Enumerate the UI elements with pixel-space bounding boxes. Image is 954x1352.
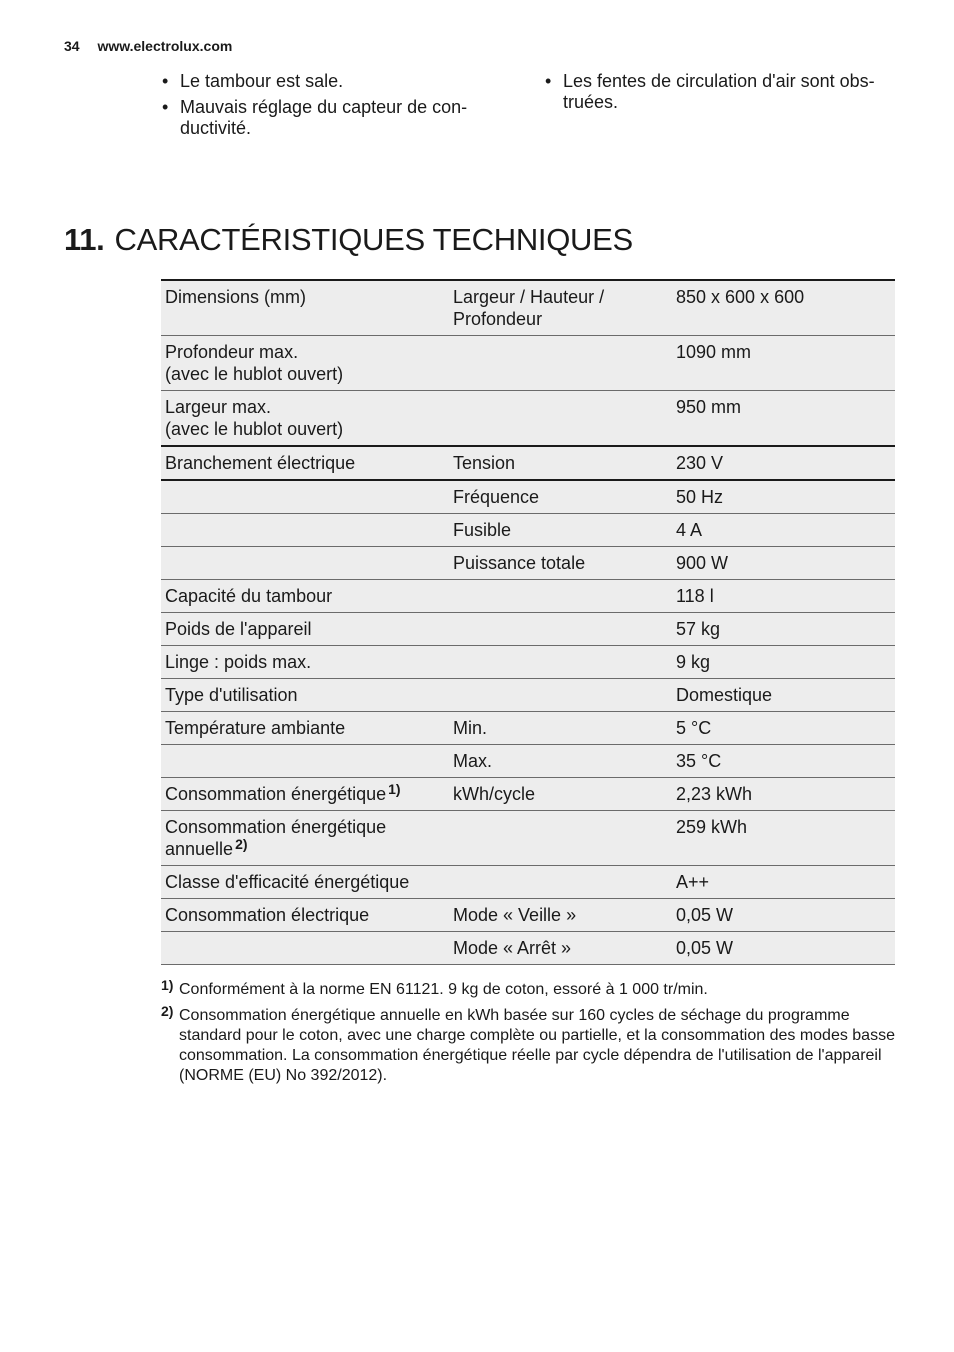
spec-sub-cell [449,613,672,646]
spec-sub-cell [449,679,672,712]
spec-label: Consommation électrique [165,905,370,925]
spec-value-cell [672,446,895,480]
bullet-icon: • [162,97,169,117]
spec-label-cell [161,811,449,866]
spec-sub-cell [449,811,672,866]
spec-label-cell [161,613,449,646]
table-row [161,866,895,899]
spec-label-cell [161,280,449,336]
spec-value: 0,05 W [676,938,734,958]
list-item [545,71,897,113]
spec-value-cell [672,580,895,613]
spec-label-cell [161,514,449,547]
spec-label: Température ambiante [165,718,346,738]
table-row [161,712,895,745]
spec-value-cell [672,866,895,899]
spec-value-cell [672,679,895,712]
section-title: CARACTÉRISTIQUES TECHNIQUES [114,222,633,257]
spec-sub-cell [449,646,672,679]
spec-value: 50 Hz [676,487,724,507]
footnote-text: Consommation énergétique annuelle en kWh basée sur 160 cycles de séchage du programme standard pour le coton, avec une charge complète ou partielle, et la consommation des modes basse consommation. La consommation énergétique réelle par cycle dépendra de l'utilisation de l'appareil (NORME (EU) No 392/2012). [179,1007,895,1084]
spec-sub-cell [449,547,672,580]
spec-sub-cell [449,778,672,811]
spec-sub-cell [449,514,672,547]
spec-sub-cell [449,280,672,336]
spec-label: Linge : poids max. [165,652,312,672]
spec-value-cell [672,712,895,745]
spec-label-cell [161,745,449,778]
spec-value-cell [672,613,895,646]
spec-label: Consommation énergétique annuelle [165,817,387,859]
spec-sub-cell [449,712,672,745]
spec-sub-cell [449,391,672,447]
spec-label: Type d'utilisation [165,685,298,705]
spec-sub-cell [449,866,672,899]
spec-sub: Tension [453,453,516,473]
footnote [161,1003,895,1086]
spec-sub: kWh/cycle [453,784,536,804]
spec-value-cell [672,391,895,447]
spec-value-cell [672,899,895,932]
table-row [161,580,895,613]
footnote-text: Conformément à la norme EN 61121. 9 kg de coton, essoré à 1 000 tr/min. [179,981,708,998]
spec-label-cell [161,932,449,965]
spec-value-cell [672,646,895,679]
spec-label-cell [161,679,449,712]
spec-value: Domestique [676,685,773,705]
spec-sub-cell [449,580,672,613]
table-row [161,745,895,778]
table-row [161,932,895,965]
spec-sub: Largeur / Hauteur / Profondeur [453,287,605,329]
spec-sub-cell [449,480,672,514]
spec-label-cell [161,391,449,447]
spec-sub: Min. [453,718,488,738]
bullet-list-left [162,71,502,144]
spec-label-cell [161,336,449,391]
table-row [161,514,895,547]
spec-value-cell [672,336,895,391]
table-row [161,446,895,480]
bullet-list-right [545,71,897,118]
page-number: 34 [64,38,80,54]
spec-value: 9 kg [676,652,711,672]
spec-label: Profondeur max. (avec le hublot ouvert) [165,342,344,384]
spec-value: 0,05 W [676,905,734,925]
spec-value-cell [672,480,895,514]
spec-value: 259 kWh [676,817,748,837]
spec-value-cell [672,811,895,866]
spec-label: Branchement électrique [165,453,356,473]
spec-value-cell [672,932,895,965]
spec-label-cell [161,580,449,613]
page-header [64,38,232,54]
table-row [161,391,895,447]
spec-value: A++ [676,872,710,892]
spec-sub: Fréquence [453,487,540,507]
spec-label: Dimensions (mm) [165,287,307,307]
spec-sub-cell [449,446,672,480]
spec-sub: Max. [453,751,493,771]
spec-value: 5 °C [676,718,712,738]
spec-label-cell [161,646,449,679]
spec-value: 850 x 600 x 600 [676,287,805,307]
spec-sub: Mode « Arrêt » [453,938,572,958]
table-row [161,811,895,866]
spec-label: Largeur max. (avec le hublot ouvert) [165,397,344,439]
spec-value-cell [672,778,895,811]
spec-label-cell [161,446,449,480]
list-item [162,97,502,139]
spec-label: Consommation énergétique [165,784,387,804]
website-link[interactable]: www.electrolux.com [97,38,233,54]
spec-value: 2,23 kWh [676,784,753,804]
footnote-ref: 2) [235,836,248,852]
section-heading [64,222,633,258]
spec-sub: Fusible [453,520,512,540]
spec-value-cell [672,280,895,336]
footnotes [161,977,895,1092]
spec-sub: Mode « Veille » [453,905,577,925]
table-row [161,613,895,646]
table-row [161,778,895,811]
table-row [161,480,895,514]
spec-label: Poids de l'appareil [165,619,312,639]
spec-value: 900 W [676,553,729,573]
spec-value: 230 V [676,453,724,473]
spec-sub-cell [449,336,672,391]
spec-value: 118 l [676,586,714,606]
table-row [161,646,895,679]
footnote-mark: 2) [161,1003,174,1019]
spec-value: 57 kg [676,619,721,639]
spec-value: 35 °C [676,751,722,771]
footnote-mark: 1) [161,977,174,993]
footnote [161,977,895,1000]
spec-value: 950 mm [676,397,742,417]
spec-label: Capacité du tambour [165,586,333,606]
spec-value: 4 A [676,520,703,540]
spec-sub: Puissance totale [453,553,586,573]
spec-label-cell [161,712,449,745]
list-item-text: Le tambour est sale. [180,71,344,91]
spec-label: Classe d'efficacité énergétique [165,872,410,892]
spec-sub-cell [449,932,672,965]
spec-label-cell [161,899,449,932]
spec-value-cell [672,547,895,580]
list-item-text: Les fentes de circulation d'air sont obs- truées. [563,71,875,112]
spec-value-cell [672,514,895,547]
table-row [161,547,895,580]
section-number: 11. [64,222,105,257]
table-row [161,280,895,336]
spec-value-cell [672,745,895,778]
specs-table [161,279,895,965]
spec-sub-cell [449,745,672,778]
spec-label-cell [161,778,449,811]
table-row [161,679,895,712]
bullet-icon: • [545,71,552,91]
spec-sub-cell [449,899,672,932]
footnote-ref: 1) [388,781,401,797]
table-row [161,899,895,932]
spec-label-cell [161,866,449,899]
list-item-text: Mauvais réglage du capteur de con- ductivité. [180,97,468,138]
table-row [161,336,895,391]
spec-label-cell [161,480,449,514]
bullet-icon: • [162,71,169,91]
spec-value: 1090 mm [676,342,752,362]
list-item [162,71,502,92]
spec-label-cell [161,547,449,580]
